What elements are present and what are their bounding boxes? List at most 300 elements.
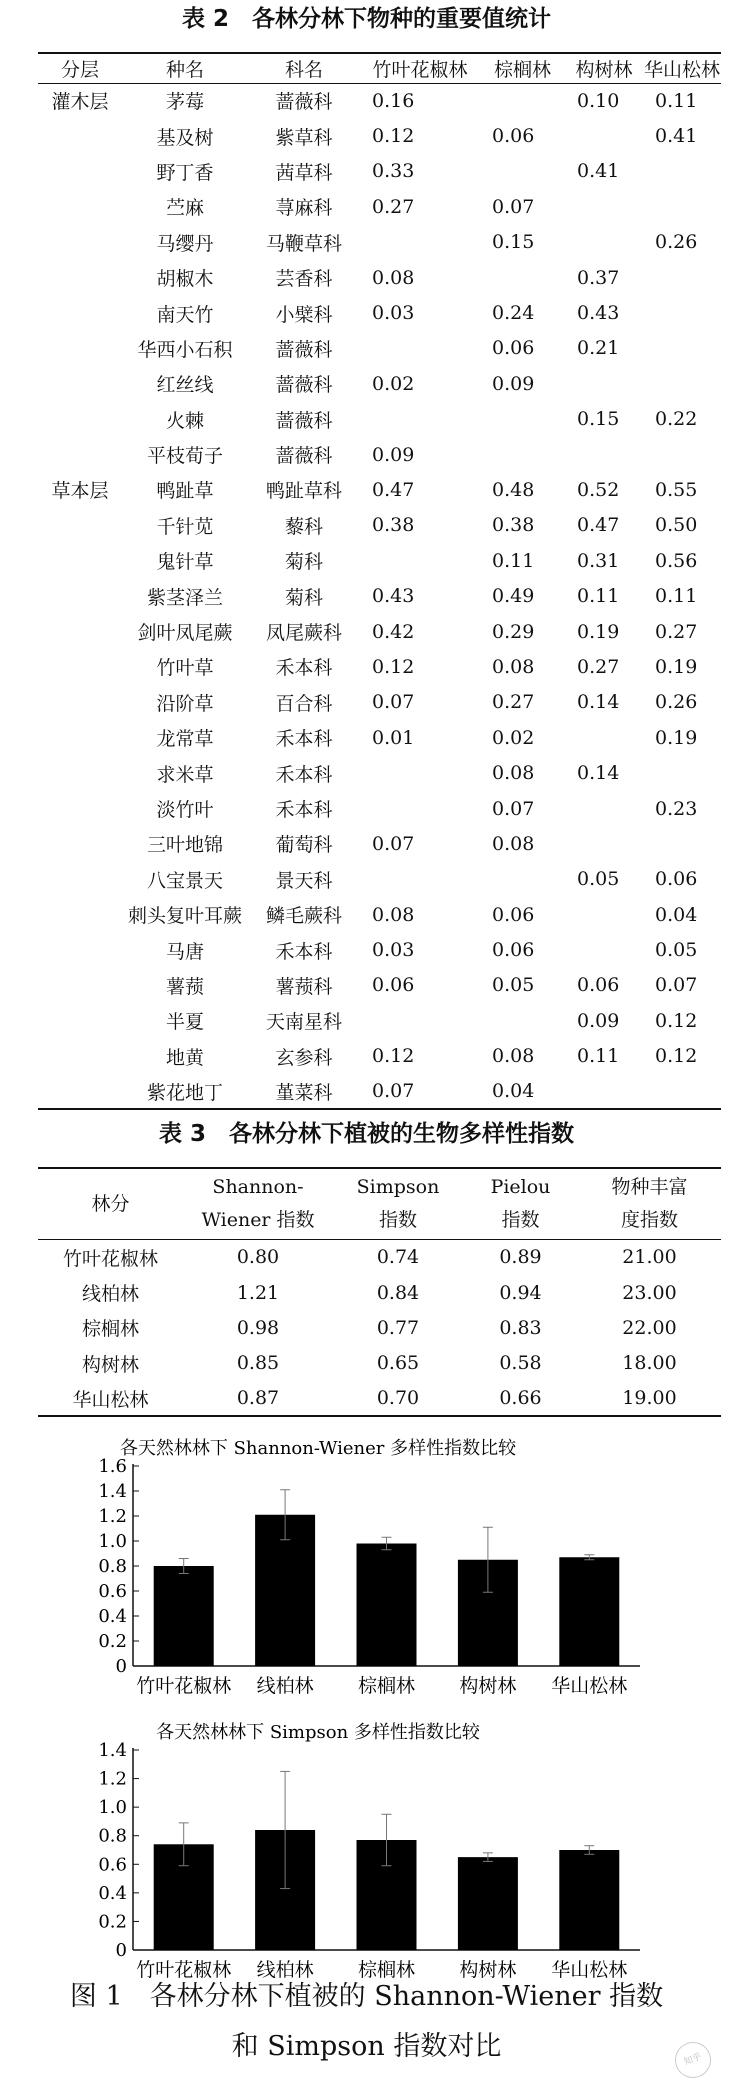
table2-cell — [643, 260, 721, 295]
table2-cell: 0.26 — [655, 231, 698, 254]
table2-cell — [360, 755, 480, 790]
table2-cell — [38, 1003, 122, 1038]
table2-cell: 0.11 — [492, 549, 535, 572]
table2-cell: 三叶地锦 — [146, 834, 223, 857]
table2-cell: 刺头复叶耳蕨 — [127, 905, 242, 928]
table2-header-cell: 种名 — [122, 53, 248, 83]
table2-cell: 地黄 — [165, 1046, 204, 1069]
table3-cell: 0.74 — [376, 1246, 420, 1269]
table2-cell: 0.06 — [655, 868, 698, 891]
table2-cell: 薯蓣科 — [275, 975, 333, 998]
table2-cell: 0.06 — [492, 939, 535, 962]
table2-cell: 剑叶凤尾蕨 — [137, 622, 233, 645]
x-tick-label: 竹叶花椒林 — [136, 1959, 232, 1981]
chart-title: 各天然林林下 Shannon-Wiener 多样性指数比较 — [119, 1438, 517, 1459]
table3-header-line: 物种丰富 — [611, 1176, 688, 1198]
table2-cell: 0.11 — [655, 585, 698, 608]
bar — [559, 1850, 619, 1950]
table2 — [38, 52, 721, 1110]
table2-cell: 0.55 — [655, 478, 698, 501]
table2-row — [38, 897, 721, 932]
table2-cell: 0.05 — [655, 939, 698, 962]
table3-header-line: 指数 — [378, 1209, 417, 1231]
table3-cell: 0.70 — [333, 1381, 463, 1416]
table2-cell — [38, 791, 122, 826]
table2-row — [38, 118, 721, 153]
table2-header-cell: 科名 — [248, 53, 360, 83]
table2-cell: 0.48 — [492, 478, 535, 501]
table2-cell: 火棘 — [165, 409, 204, 432]
table3-cell: 18.00 — [622, 1352, 677, 1375]
table2-cell: 0.03 — [372, 939, 415, 962]
table2-cell: 薯蓣 — [165, 975, 204, 998]
chart-simpson — [0, 1712, 733, 2012]
table2-cell: 0.11 — [655, 89, 698, 112]
table2-cell — [643, 189, 721, 224]
table2-cell: 淡竹叶 — [156, 799, 214, 821]
table2-cell — [38, 649, 122, 684]
table2-cell: 0.22 — [655, 408, 698, 431]
table3-cell: 0.65 — [376, 1352, 420, 1375]
table2-row — [38, 862, 721, 897]
table2-cell — [38, 826, 122, 861]
table2-cell — [565, 720, 643, 755]
table3-row — [38, 1346, 721, 1381]
table2-cell — [38, 755, 122, 790]
table2-cell: 草本层 — [51, 480, 109, 503]
table2-cell — [38, 154, 122, 189]
table2-cell: 0.06 — [577, 974, 620, 997]
table2-cell: 蔷薇科 — [275, 338, 333, 361]
table2-cell: 紫茎泽兰 — [146, 586, 223, 609]
table2-cell: 0.15 — [577, 408, 620, 431]
table2-cell — [480, 1003, 565, 1038]
table2-cell: 0.04 — [655, 903, 698, 926]
table2-cell: 玄参科 — [275, 1046, 333, 1069]
table2-cell: 0.07 — [360, 1074, 480, 1109]
table2-header-cell: 竹叶花椒林 — [360, 53, 480, 83]
table2-cell — [643, 1074, 721, 1109]
table2-cell: 凤尾蕨科 — [265, 622, 342, 645]
y-tick-label: 0.2 — [98, 1631, 127, 1652]
table2-cell: 0.19 — [655, 655, 698, 678]
table2-cell: 0.33 — [372, 160, 415, 183]
table2-cell — [360, 543, 480, 578]
table2-cell — [38, 366, 122, 401]
table2-cell: 0.09 — [577, 1009, 620, 1032]
table2-cell: 菊科 — [284, 551, 323, 574]
table3-cell: 棕榈林 — [81, 1318, 139, 1341]
table2-cell: 0.16 — [372, 89, 415, 112]
table2-cell: 求米草 — [156, 763, 214, 786]
table2-cell: 0.05 — [492, 974, 535, 997]
table2-cell: 马鞭草科 — [265, 232, 342, 255]
table2-cell: 0.07 — [372, 832, 415, 855]
table2-cell: 灌木层 — [51, 91, 109, 114]
table2-cell: 红丝线 — [156, 374, 214, 397]
table2-cell: 0.06 — [492, 125, 535, 148]
table2-row — [38, 968, 721, 1003]
table2-cell: 华西小石积 — [137, 338, 233, 361]
table2-cell: 南天竹 — [156, 303, 214, 326]
table2-cell: 芸香科 — [275, 268, 333, 291]
table2-cell: 0.02 — [372, 372, 415, 395]
table2-cell: 0.19 — [655, 726, 698, 749]
table2-cell — [643, 755, 721, 790]
table2-cell: 0.42 — [372, 620, 415, 643]
table2-row — [38, 260, 721, 295]
table3-row — [38, 1381, 721, 1416]
table2-cell — [480, 260, 565, 295]
table2-cell: 0.10 — [577, 89, 620, 112]
table2-cell: 0.08 — [492, 1045, 535, 1068]
y-tick-label: 1.2 — [98, 1768, 127, 1790]
y-tick-label: 1.0 — [98, 1797, 127, 1819]
table2-cell: 茅莓 — [165, 91, 204, 114]
table2-cell: 0.38 — [492, 514, 535, 537]
table2-cell — [360, 791, 480, 826]
table2-cell — [38, 437, 122, 472]
table3-cell: 竹叶花椒林 — [62, 1247, 158, 1270]
table2-cell: 藜科 — [284, 515, 323, 538]
table2-row — [38, 1039, 721, 1074]
table3-header-cell — [333, 1168, 463, 1240]
table2-cell — [38, 508, 122, 543]
table3-cell: 0.66 — [463, 1381, 578, 1416]
table2-cell: 0.37 — [577, 266, 620, 289]
y-tick-label: 0.2 — [98, 1911, 127, 1933]
table2-row — [38, 189, 721, 224]
x-tick-label: 构树林 — [459, 1675, 517, 1697]
figure-caption-line1: 图 1 各林分林下植被的 Shannon-Wiener 指数 — [69, 1981, 664, 2012]
table2-cell: 0.15 — [492, 231, 535, 254]
table2-caption: 表 2 各林分林下物种的重要值统计 — [181, 6, 551, 32]
table2-row — [38, 331, 721, 366]
table2-cell — [38, 862, 122, 897]
table2-cell — [38, 295, 122, 330]
table2-cell — [565, 366, 643, 401]
table2-cell — [38, 578, 122, 613]
y-tick-label: 1.2 — [98, 1506, 127, 1527]
table2-cell — [565, 1074, 643, 1109]
table2-cell: 0.04 — [480, 1074, 565, 1109]
table2-cell: 0.06 — [492, 903, 535, 926]
table2-cell: 基及树 — [156, 126, 214, 149]
table2-cell — [643, 366, 721, 401]
table2-cell: 禾本科 — [275, 657, 333, 680]
table2-cell: 0.07 — [372, 691, 415, 714]
table2-cell: 0.07 — [492, 797, 535, 820]
table2-cell: 沿阶草 — [156, 692, 214, 715]
table3-cell: 0.98 — [236, 1316, 280, 1339]
chart-shannon-wiener — [0, 1428, 733, 1728]
table2-cell: 0.41 — [655, 125, 698, 148]
table2-cell: 0.27 — [577, 655, 620, 678]
table3-cell: 0.89 — [499, 1246, 542, 1269]
table3-header-line: 度指数 — [620, 1209, 678, 1231]
table2-cell — [360, 331, 480, 366]
table3-row — [38, 1310, 721, 1345]
table2-cell — [565, 225, 643, 260]
table2-row — [38, 543, 721, 578]
y-tick-label: 0.8 — [98, 1825, 127, 1847]
table3-cell: 0.77 — [376, 1316, 420, 1339]
table2-cell — [38, 118, 122, 153]
table2-cell: 百合科 — [275, 692, 333, 715]
table2-cell: 禾本科 — [275, 799, 333, 821]
table2-cell — [565, 897, 643, 932]
table2-cell: 0.52 — [577, 478, 620, 501]
table3-cell: 构树林 — [81, 1353, 139, 1376]
table2-row — [38, 225, 721, 260]
table2-row — [38, 295, 721, 330]
bar — [154, 1566, 214, 1666]
table2-cell: 禾本科 — [275, 728, 333, 751]
table2-cell — [480, 862, 565, 897]
table2-cell — [360, 1003, 480, 1038]
table2-cell: 0.12 — [655, 1009, 698, 1032]
table2-cell: 野丁香 — [156, 161, 214, 184]
table2-cell: 蔷薇科 — [275, 91, 333, 114]
table2-cell: 0.03 — [372, 302, 415, 325]
table2-cell: 0.09 — [372, 443, 415, 466]
y-tick-label: 1.0 — [98, 1531, 127, 1552]
table2-cell — [360, 862, 480, 897]
table2-row — [38, 366, 721, 401]
table2-cell: 胡椒木 — [156, 268, 214, 291]
table3-header-line: Shannon- — [212, 1176, 304, 1198]
table2-cell — [565, 791, 643, 826]
table2-cell: 禾本科 — [275, 940, 333, 963]
table2-cell: 菊科 — [284, 586, 323, 609]
table2-cell — [565, 932, 643, 967]
table2-cell: 0.08 — [492, 762, 535, 785]
table2-cell: 0.08 — [372, 903, 415, 926]
table2-cell: 0.07 — [492, 195, 535, 218]
table2-row — [38, 578, 721, 613]
x-tick-label: 竹叶花椒林 — [136, 1675, 232, 1697]
table3 — [38, 1167, 721, 1417]
table3-caption: 表 3 各林分林下植被的生物多样性指数 — [158, 1121, 574, 1147]
x-tick-label: 线柏林 — [256, 1675, 314, 1697]
table2-cell — [38, 543, 122, 578]
table2-cell: 蔷薇科 — [275, 409, 333, 432]
table2-cell: 景天科 — [275, 869, 333, 892]
table3-header-cell — [578, 1168, 721, 1240]
table2-cell — [38, 1039, 122, 1074]
table3-header-cell — [463, 1168, 578, 1240]
table2-cell — [38, 225, 122, 260]
table2-cell: 0.12 — [372, 655, 415, 678]
table2-cell: 0.21 — [577, 337, 620, 360]
table2-row — [38, 614, 721, 649]
x-tick-label: 棕榈林 — [357, 1675, 416, 1697]
y-tick-label: 1.4 — [98, 1740, 127, 1761]
table2-cell: 0.41 — [577, 160, 620, 183]
table2-cell — [480, 154, 565, 189]
table2-cell: 0.19 — [577, 620, 620, 643]
table3-header-line: Wiener 指数 — [201, 1209, 315, 1231]
table2-cell: 龙常草 — [156, 728, 214, 751]
table2-cell: 鸭趾草 — [156, 480, 214, 503]
table2-cell — [38, 1074, 122, 1109]
table2-row — [38, 826, 721, 861]
table2-cell: 茜草科 — [275, 161, 333, 184]
table3-row — [38, 1240, 721, 1275]
table2-cell — [643, 331, 721, 366]
table2-cell: 0.09 — [492, 372, 535, 395]
table2-cell: 0.08 — [492, 832, 535, 855]
table3-cell: 0.87 — [183, 1381, 333, 1416]
table2-cell: 0.11 — [577, 1045, 620, 1068]
y-tick-label: 0 — [115, 1940, 127, 1961]
table2-cell — [643, 154, 721, 189]
table3-cell: 线柏林 — [81, 1283, 139, 1306]
table2-row — [38, 437, 721, 472]
table2-cell — [38, 685, 122, 720]
table2-cell — [360, 402, 480, 437]
table2-row — [38, 154, 721, 189]
table2-cell — [643, 295, 721, 330]
table2-cell: 0.11 — [577, 585, 620, 608]
table2-cell: 0.43 — [577, 302, 620, 325]
table2-cell: 千针苋 — [156, 515, 214, 538]
table2-cell: 0.56 — [655, 549, 698, 572]
table2-cell: 0.02 — [492, 726, 535, 749]
bar — [357, 1544, 417, 1667]
table2-row — [38, 755, 721, 790]
y-tick-label: 0.6 — [98, 1581, 127, 1602]
table2-cell: 八宝景天 — [146, 869, 223, 892]
table2-cell: 0.06 — [372, 974, 415, 997]
table2-cell: 0.47 — [372, 478, 415, 501]
table2-cell: 荨麻科 — [275, 197, 333, 220]
table2-cell: 紫草科 — [275, 126, 333, 149]
table3-cell: 0.83 — [499, 1316, 542, 1339]
table2-cell — [565, 437, 643, 472]
table2-cell: 0.47 — [577, 514, 620, 537]
table2-cell — [38, 968, 122, 1003]
table2-cell: 0.12 — [655, 1045, 698, 1068]
table3-cell: 0.94 — [499, 1281, 542, 1304]
table2-cell — [38, 402, 122, 437]
table2-cell: 0.05 — [577, 868, 620, 891]
table2-cell — [38, 897, 122, 932]
table2-header-cell: 华山松林 — [643, 53, 721, 83]
table2-cell: 0.38 — [372, 514, 415, 537]
table3-header-row — [38, 1168, 721, 1240]
table2-cell — [565, 118, 643, 153]
watermark-seal: 知乎 — [670, 2037, 716, 2083]
table2-row — [38, 932, 721, 967]
table2-cell — [38, 932, 122, 967]
table2-cell: 0.24 — [492, 302, 535, 325]
table2-cell: 马唐 — [165, 940, 204, 963]
table2-header-cell: 棕榈林 — [480, 53, 565, 83]
table2-cell: 0.50 — [655, 514, 698, 537]
table3-cell: 0.84 — [376, 1281, 420, 1304]
table3-header-line: 林分 — [91, 1192, 130, 1215]
table2-cell: 鳞毛蕨科 — [265, 905, 342, 928]
table2-cell: 0.31 — [577, 549, 620, 572]
table2-cell: 0.14 — [577, 762, 620, 785]
table2-row — [38, 1074, 721, 1109]
table2-cell — [565, 189, 643, 224]
table2-cell: 葡萄科 — [275, 834, 333, 857]
chart-title: 各天然林林下 Simpson 多样性指数比较 — [156, 1722, 480, 1743]
bar — [458, 1857, 518, 1950]
y-tick-label: 0 — [115, 1656, 127, 1677]
table2-cell — [38, 720, 122, 755]
table2-cell — [38, 260, 122, 295]
y-tick-label: 0.4 — [98, 1606, 127, 1627]
bar — [559, 1557, 619, 1666]
table2-cell — [38, 614, 122, 649]
table3-header-line: 指数 — [501, 1209, 540, 1231]
table3-cell: 华山松林 — [38, 1381, 183, 1416]
x-tick-label: 华山松林 — [551, 1675, 628, 1697]
table3-cell: 23.00 — [622, 1281, 677, 1304]
table2-row — [38, 685, 721, 720]
table2-cell — [38, 331, 122, 366]
table2-cell: 0.08 — [492, 655, 535, 678]
table2-row — [38, 402, 721, 437]
table2-row — [38, 472, 721, 507]
table3-header-cell — [183, 1168, 333, 1240]
table2-cell: 0.27 — [655, 620, 698, 643]
table2-cell: 0.23 — [655, 797, 698, 820]
table3-cell: 19.00 — [578, 1381, 721, 1416]
y-tick-label: 1.6 — [98, 1456, 127, 1477]
table2-cell: 0.06 — [492, 337, 535, 360]
table2-row — [38, 720, 721, 755]
table2-cell: 鸭趾草科 — [265, 480, 342, 503]
table2-row — [38, 649, 721, 684]
table2-cell: 0.43 — [372, 585, 415, 608]
table3-body — [38, 1240, 721, 1417]
table2-row — [38, 1003, 721, 1038]
x-tick-label: 线柏林 — [256, 1959, 314, 1981]
table2-cell: 0.07 — [655, 974, 698, 997]
figure-caption-line2: 和 Simpson 指数对比 — [231, 2031, 502, 2062]
table3-header-cell — [38, 1168, 183, 1240]
table2-row — [38, 83, 721, 118]
table2-cell — [480, 402, 565, 437]
table2-cell: 蔷薇科 — [275, 445, 333, 468]
table2-cell: 天南星科 — [265, 1011, 342, 1034]
table2-row — [38, 508, 721, 543]
table2-cell: 0.29 — [492, 620, 535, 643]
table2-cell: 蔷薇科 — [275, 374, 333, 397]
table2-body — [38, 83, 721, 1109]
table2-cell: 0.27 — [372, 195, 415, 218]
y-tick-label: 1.4 — [98, 1481, 127, 1502]
table2-cell — [643, 826, 721, 861]
x-tick-label: 构树林 — [459, 1959, 517, 1981]
table3-cell: 0.58 — [499, 1352, 542, 1375]
table3-cell: 1.21 — [236, 1281, 280, 1304]
table2-cell: 竹叶草 — [156, 657, 214, 680]
table2-cell: 堇菜科 — [248, 1074, 360, 1109]
table2-cell: 平枝荀子 — [146, 445, 223, 468]
table2-cell: 马缨丹 — [156, 232, 214, 255]
table3-header-line: Simpson — [356, 1176, 440, 1198]
table2-cell — [643, 437, 721, 472]
table3-cell: 21.00 — [622, 1246, 677, 1269]
table2-cell: 小檗科 — [275, 303, 333, 326]
y-tick-label: 0.4 — [98, 1882, 127, 1904]
table2-cell: 0.08 — [372, 266, 415, 289]
